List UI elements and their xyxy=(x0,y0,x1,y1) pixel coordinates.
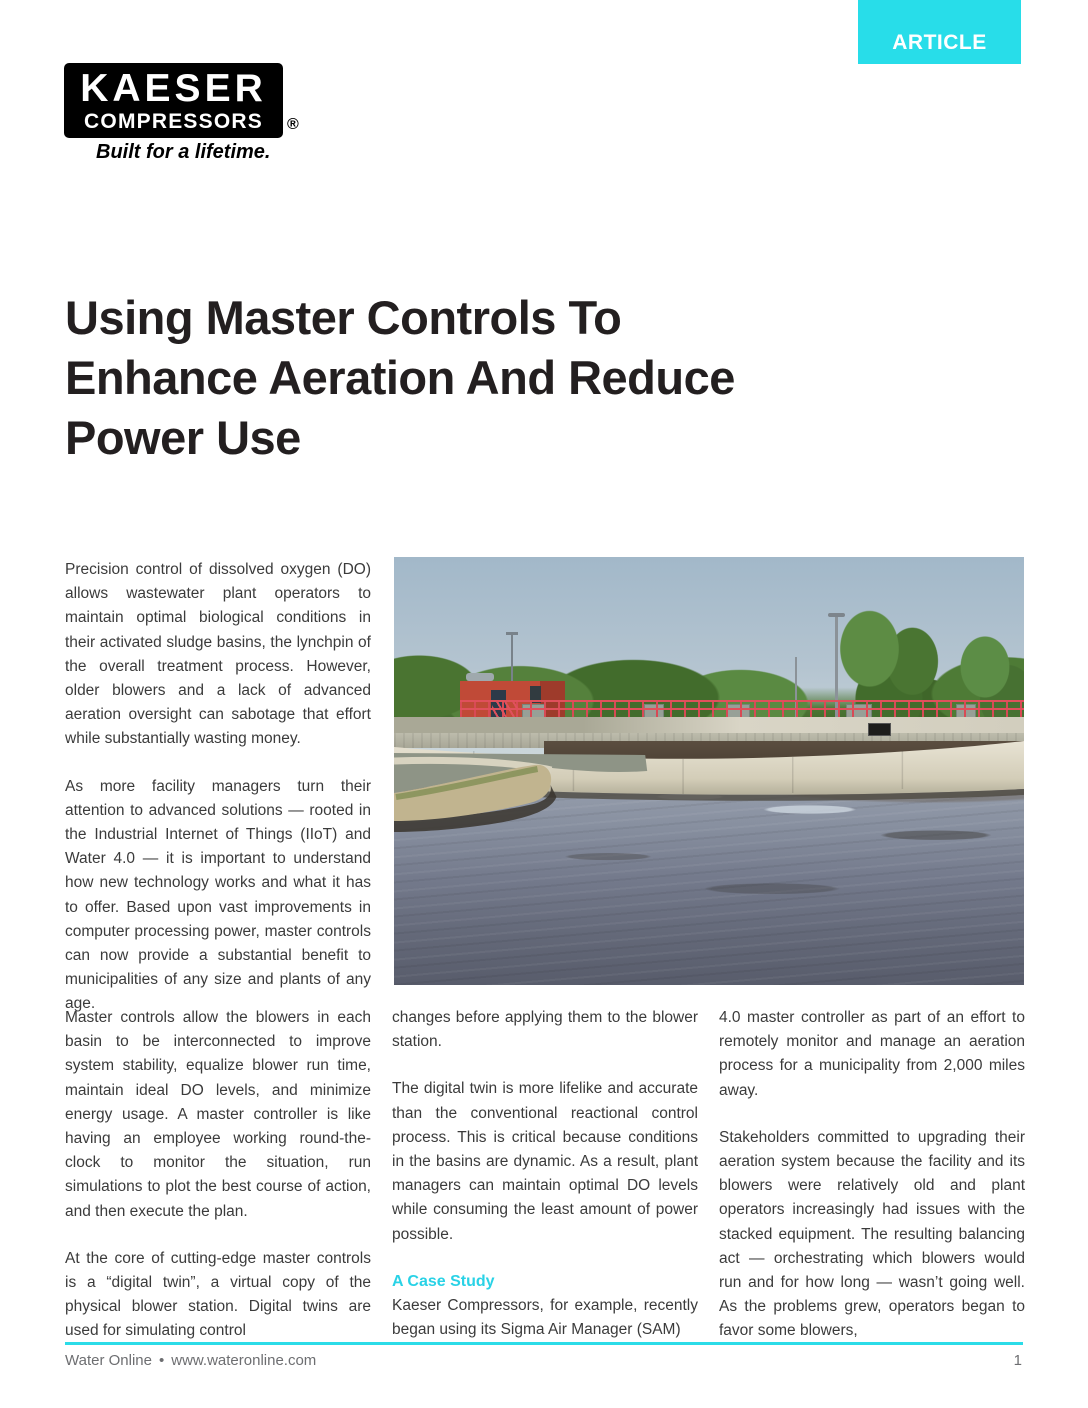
intro-column xyxy=(65,558,371,1040)
footer-separator: • xyxy=(158,1352,165,1369)
body-column-3 xyxy=(719,1006,1025,1367)
article-title-line: Enhance Aeration And Reduce xyxy=(65,351,735,404)
body-paragraph: 4.0 master controller as part of an effort to remotely monitor and manage an aeration process for a municipality from 2,000 miles away. xyxy=(719,1009,1025,1099)
publication-name: Water Online xyxy=(65,1352,152,1369)
body-column-1 xyxy=(65,1006,371,1367)
article-title xyxy=(65,288,895,468)
registered-trademark-symbol: ® xyxy=(287,116,299,133)
article-title-line: Power Use xyxy=(65,411,301,464)
body-paragraph: changes before applying them to the blower station. xyxy=(392,1009,698,1051)
body-paragraph: Kaeser Compressors, for example, recently began using its Sigma Air Manager (SAM) xyxy=(392,1296,698,1339)
body-paragraph: At the core of cutting-edge master controls is a “digital twin”, a virtual copy of the physical blower station. Digital twins are used for simulating control xyxy=(65,1249,371,1340)
clarifier-walls xyxy=(394,557,1024,985)
page-number: 1 xyxy=(1013,1352,1022,1369)
logo-brand-subname: COMPRESSORS xyxy=(84,110,263,133)
logo-brand-name: KAESER xyxy=(80,67,267,110)
plant-photo xyxy=(394,557,1024,985)
publication-url: www.wateronline.com xyxy=(171,1352,317,1369)
article-title-line: Using Master Controls To xyxy=(65,291,622,344)
article-type-badge: ARTICLE xyxy=(858,0,1021,64)
footer-rule xyxy=(65,1342,1023,1345)
intro-paragraph: As more facility managers turn their attention to advanced solutions — rooted in the Industrial Internet of Things (IIoT) and Water 4.0 — it is important to understand how new technology works and what it has to offer. Based upon vast improvements in computer processing power, master controls can now provide a substantial benefit to municipalities of any size and plants of any age. xyxy=(65,777,371,1013)
body-paragraph: Master controls allow the blowers in each basin to be interconnected to improve system stability, equalize blower run time, maintain ideal DO levels, and minimize energy usage. A master controller is like having an employee working round-the-clock to monitor the situation, run simulations to plot the best course of action, and then execute the plan. xyxy=(65,1009,371,1220)
footer xyxy=(65,1352,316,1369)
body-paragraph: Stakeholders committed to upgrading their aeration system because the facility and its blowers were relatively old and plant operators increasingly had issues with the stacked equipment. The resulting balancing act — orchestrating which blowers would run and for how long — wasn’t going well. As the problems grew, operators began to favor some blowers, xyxy=(719,1128,1025,1340)
body-column-2 xyxy=(392,1006,698,1365)
body-paragraph: The digital twin is more lifelike and accurate than the conventional reactional control process. This is critical because conditions in the basins are dynamic. As a result, plant managers can maintain optimal DO levels while consuming the least amount of power possible. xyxy=(392,1080,698,1243)
logo-tagline: Built for a lifetime. xyxy=(96,141,271,163)
intro-paragraph: Precision control of dissolved oxygen (DO) allows wastewater plant operators to maintain optimal biological conditions in their activated sludge basins, the lynchpin of the overall treatment process. However, older blowers and a lack of advanced aeration oversight can sabotage that effort while substantially wasting money. xyxy=(65,561,371,748)
case-study-heading: A Case Study xyxy=(392,1272,495,1290)
kaeser-logo xyxy=(64,63,283,138)
